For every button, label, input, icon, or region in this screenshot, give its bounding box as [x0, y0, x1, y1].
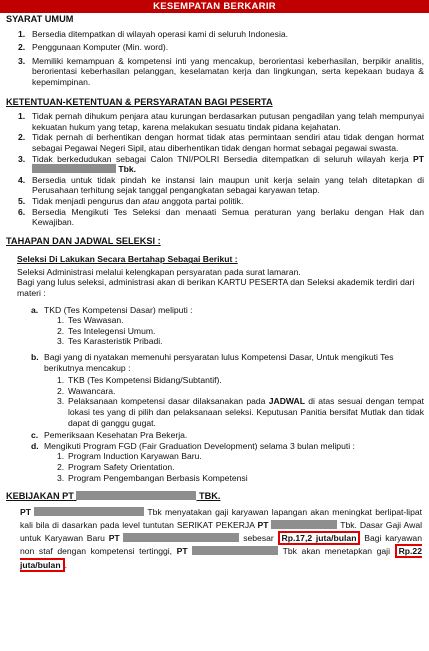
list-item: 1. TKB (Tes Kompetensi Bidang/Subtantif).: [57, 375, 222, 386]
salary-highlight: Rp.17,2 juta/bulan: [278, 531, 361, 545]
list-item: 2. Penggunaan Komputer (Min. word).: [18, 42, 169, 53]
tahapan-item-c: c. Pemeriksaan Kesehatan Pra Bekerja.: [31, 430, 188, 441]
list-item: 5. Tidak menjadi pengurus dan atau anggota partai politik.: [18, 195, 244, 206]
redacted-company: [32, 164, 116, 173]
list-item: 3. Tidak berkedudukan sebagai Calon TNI/POLRI Bersedia ditempatkan di seluruh wilayah kerja PT Tbk.: [18, 153, 425, 175]
redacted-company: [271, 520, 337, 529]
syarat-list: [6, 29, 424, 88]
tahapan-item-d: d. Mengikuti Program FGD (Fair Graduation Development) selama 3 bulan meliputi :: [31, 440, 355, 451]
section-title-syarat: SYARAT UMUM: [6, 14, 74, 24]
section-title-kebijakan: KEBIJAKAN PT TBK.: [6, 491, 221, 502]
list-item: 3. Tes Karasteristik Pribadi.: [57, 336, 163, 347]
list-item: 6. Bersedia Mengikuti Tes Seleksi dan menaati Semua peraturan yang berlaku dengan Hak dan Kewajiban.: [18, 206, 424, 228]
redacted-company: [123, 533, 239, 542]
salary-highlight: Rp.22 juta/bulan: [20, 546, 422, 570]
redacted-company: [192, 546, 278, 555]
tahapan-intro: Seleksi Administrasi melalui kelengkapan persyaratan pada surat lamaran.: [17, 266, 301, 277]
list-item: 3. Memiliki kemampuan & kompetensi inti yang mencakup, berorientasi keberhasilan, berpikir analitis, berorientasi keberhasilan pelanggan, keselamatan kerja dan lingkungan, serta kepekaan budaya & kepemimpinan.: [18, 55, 424, 87]
tahapan-item-b: b. Bagi yang di nyatakan memenuhi persyaratan lulus Kompetensi Dasar, Untuk mengikuti Tes berikutnya mencakup :: [31, 352, 394, 373]
list-item: 1. Program Induction Karyawan Baru.: [57, 451, 202, 462]
list-item: 4. Bersedia untuk tidak pindah ke instansi lain maupun unit kerja selain yang telah ditetapkan di Perusahaan terhitung sejak tanggal pengangkatan sebagai karyawan tetap.: [18, 174, 424, 196]
list-item: 1. Tidak pernah dihukum penjara atau kurungan berdasarkan putusan pengadilan yang telah mempunyai kekuatan hukum yang tetap, karena melakukan sesuatu tindak pidana kejahatan.: [18, 111, 424, 132]
redacted-company: [76, 491, 196, 500]
list-item: 3. Pelaksanaan kompetensi dasar dilaksanakan pada JADWAL di atas sesuai dengan tempat lokasi tes yang di pilih dan pelaksanaan seleksi. Keputusan Panitia bersifat Mutlak dan tidak dapat di ganggu gugat.: [57, 396, 424, 428]
list-item: 2. Tidak pernah di berhentikan dengan hormat tidak atas permintaan sendiri atau tidak dengan hormat sebagai Pegawai Negeri Sipil, atau diberhentikan tidak dengan hormat sebagai pegawai swasta.: [18, 132, 424, 153]
redacted-company: [34, 507, 144, 516]
list-item: 2. Tes Intelegensi Umum.: [57, 325, 156, 336]
list-item: 2. Wawancara.: [57, 385, 116, 396]
tahapan-subtitle: Seleksi Di Lakukan Secara Bertahap Sebagai Berikut :: [17, 254, 238, 265]
ketentuan-list: [6, 111, 424, 228]
tahapan-intro: Bagi yang lulus seleksi, administrasi akan di berikan KARTU PESERTA dan Seleksi akademik terdiri dari materi :: [17, 277, 415, 299]
list-item: 2. Program Safety Orientation.: [57, 461, 175, 472]
page-banner: KESEMPATAN BERKARIR: [0, 0, 429, 13]
section-title-ketentuan: KETENTUAN-KETENTUAN & PERSYARATAN BAGI PESERTA: [6, 96, 273, 107]
list-item: 1. Bersedia ditempatkan di wilayah operasi kami di seluruh Indonesia.: [18, 28, 289, 39]
section-title-tahapan: TAHAPAN DAN JADWAL SELEKSI :: [6, 235, 161, 246]
kebijakan-paragraph: PT Tbk menyatakan gaji karyawan lapangan akan meningkat berlipat-lipat kali bila di dasarkan pada level tuntutan SERIKAT PEKERJA PT Tbk. Dasar Gaji Awal untuk Karyawan Baru PT sebesar Rp.17,2 juta/bulan Bagi karyawan non staf dengan kompetensi tertinggi, PT Tbk akan menetapkan gaji Rp.22 juta/bulan .: [20, 506, 423, 570]
tahapan-item-a: a. TKD (Tes Kompetensi Dasar) meliputi :: [31, 304, 193, 315]
list-item: 3. Program Pengembangan Berbasis Kompetensi: [57, 472, 248, 483]
document-body: [6, 14, 424, 572]
list-item: 1. Tes Wawasan.: [57, 315, 124, 326]
